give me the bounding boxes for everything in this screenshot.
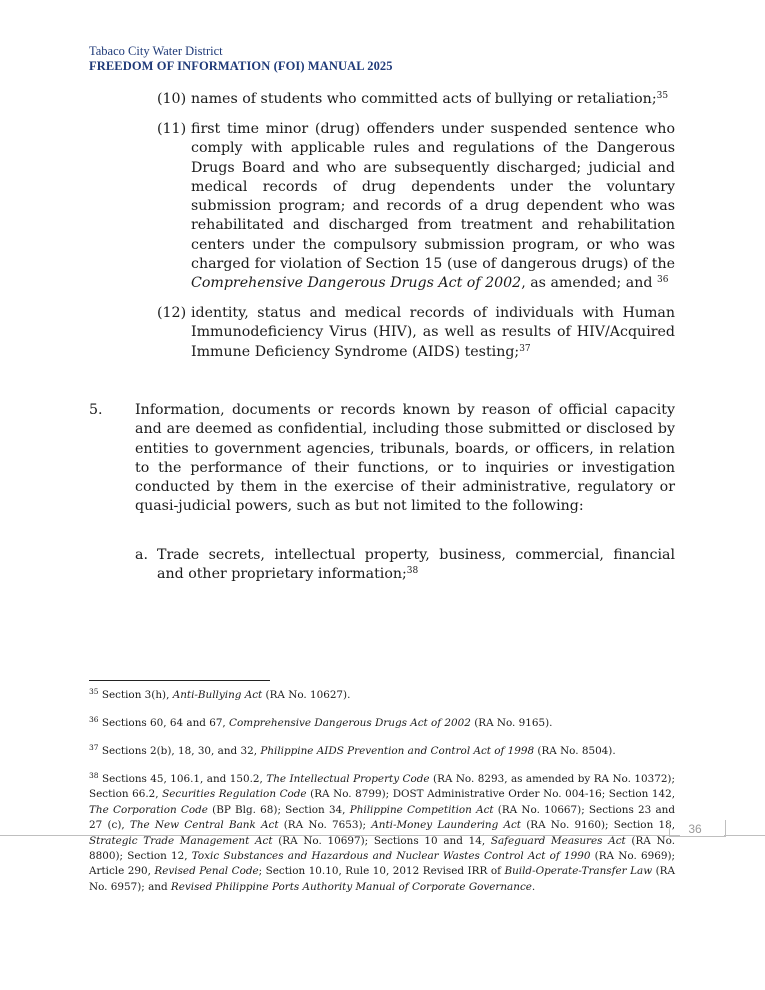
act-title: Revised Philippine Ports Authority Manual of Corporate Governance — [170, 880, 532, 893]
act-title: Toxic Substances and Hazardous and Nuclear Wastes Control Act of 1990 — [191, 850, 591, 863]
footnote-text: Sections 2(b), 18, 30, and 32, — [98, 745, 261, 757]
footnote-text: (RA No. 8504). — [534, 745, 616, 757]
item-text-body: , as amended; and — [521, 275, 657, 292]
footnote-text: (RA No. 9165). — [470, 717, 553, 729]
act-title: Comprehensive Dangerous Drugs Act of 2002 — [229, 717, 471, 729]
act-title: Philippine Competition Act — [349, 803, 494, 816]
footnote-text: (RA No. 10627). — [262, 689, 351, 701]
footnote-text: (RA No. 7653); — [278, 819, 372, 832]
list-item-10 — [157, 90, 675, 109]
act-title: Comprehensive Dangerous Drugs Act of 2002 — [191, 275, 522, 292]
act-title: The New Central Bank Act — [129, 819, 279, 832]
page-header — [89, 44, 393, 74]
footnote-text: Sections 60, 64 and 67, — [98, 717, 230, 729]
footnote-ref: 37 — [519, 343, 531, 354]
act-title: Anti-Money Laundering Act — [371, 819, 521, 832]
footnote-separator — [89, 680, 270, 681]
item-text-body: Trade secrets, intellectual property, business, commercial, financial and other proprietary information; — [157, 547, 675, 583]
footnote-number: 36 — [89, 715, 99, 724]
item-text: Information, documents or records known by reason of official capacity and are deemed as confidential, including those submitted or disclosed by entities to government agencies, tribunals, boards, or officers, in relation to the performance of their functions, or to inquiries or investigation conducted by them in the exercise of their administrative, regulatory or quasi-judicial powers, such as but not limited to the following: — [135, 402, 675, 515]
act-title: Revised Penal Code — [154, 865, 259, 878]
footnote-text: (RA No. 8799); DOST Administrative Order No. 004-16; Section 142, — [306, 788, 676, 801]
footnote-number: 37 — [89, 743, 99, 752]
act-title: Build-Operate-Transfer Law — [504, 865, 653, 878]
footnote-text: (RA No. 8293, as amended by RA No. 10372); Section 66.2, — [89, 773, 675, 801]
item-text-body: names of students who committed acts of bullying or retaliation; — [191, 91, 657, 107]
act-title: Securities Regulation Code — [162, 788, 307, 801]
footnote-number: 38 — [89, 771, 99, 780]
act-title: Anti-Bullying Act — [172, 689, 263, 701]
item-text-body: identity, status and medical records of individuals with Human Immunodeficiency Virus (HIV), as well as results of HIV/Acquired Immune Deficiency Syndrome (AIDS) testing; — [191, 305, 675, 360]
item-text — [191, 90, 675, 109]
item-number: a. — [135, 547, 148, 563]
footnote-text: (RA No. 6969); Article 290, — [89, 850, 675, 878]
list-item-a — [135, 546, 675, 585]
footnote-ref: 35 — [656, 91, 669, 101]
act-title: The Corporation Code — [89, 803, 208, 816]
footnote-38 — [89, 772, 675, 895]
act-title: Safeguard Measures Act — [490, 834, 626, 847]
header-organization: Tabaco City Water District — [89, 44, 223, 58]
footer-rule-right — [724, 835, 765, 836]
footnote-text: (RA No. 9160); Section 18, — [520, 819, 676, 832]
footnote-text: (BP Blg. 68); Section 34, — [207, 803, 350, 816]
footnote-text: ; Section 10.10, Rule 10, 2012 Revised IRR of — [258, 865, 505, 878]
item-number: 5. — [89, 402, 103, 418]
item-number: (11) — [157, 121, 187, 137]
footnote-35 — [89, 688, 675, 703]
page-number: 36 — [688, 822, 702, 836]
act-title: Philippine AIDS Prevention and Control Act of 1998 — [260, 745, 535, 757]
footnote-text: (RA No. 6957); and — [89, 865, 676, 893]
item-text — [191, 304, 675, 362]
item-text — [157, 546, 675, 585]
footnote-number: 35 — [89, 687, 99, 696]
item-text-body: first time minor (drug) offenders under suspended sentence who comply with applicable rules and regulations of the Dangerous Drugs Board and who are subsequently discharged; judicial and medical records of drug dependents under the voluntary submission program; and records of a drug dependent who was rehabilitated and discharged from treatment and rehabilitation centers under the compulsory submission program, or who was charged for violation of Section 15 (use of dangerous drugs) of the — [191, 121, 675, 273]
header-manual-title: FREEDOM OF INFORMATION (FOI) MANUAL 2025 — [89, 59, 393, 73]
list-item-12 — [157, 304, 675, 362]
footnote-text: . — [531, 880, 536, 893]
item-number: (12) — [157, 305, 187, 321]
footnote-37 — [89, 744, 675, 759]
footer-rule — [0, 835, 680, 836]
footnote-text: (RA No. 10667); Sections 23 and 27 (c), — [89, 803, 676, 832]
section-item-5 — [89, 401, 675, 517]
item-number: (10) — [157, 91, 187, 107]
footnote-text: Section 3(h), — [98, 689, 173, 701]
footnote-36 — [89, 716, 675, 731]
footnote-ref: 36 — [656, 275, 669, 286]
footnote-ref: 38 — [406, 566, 419, 577]
act-title: Strategic Trade Management Act — [89, 834, 273, 847]
footnote-text: Sections 45, 106.1, and 150.2, — [98, 773, 267, 785]
footnote-text: (RA No. 8800); Section 12, — [89, 834, 676, 863]
item-text — [191, 120, 675, 294]
footnote-text: (RA No. 10697); Sections 10 and 14, — [272, 834, 491, 847]
list-item-11 — [157, 120, 675, 294]
act-title: The Intellectual Property Code — [266, 773, 430, 785]
